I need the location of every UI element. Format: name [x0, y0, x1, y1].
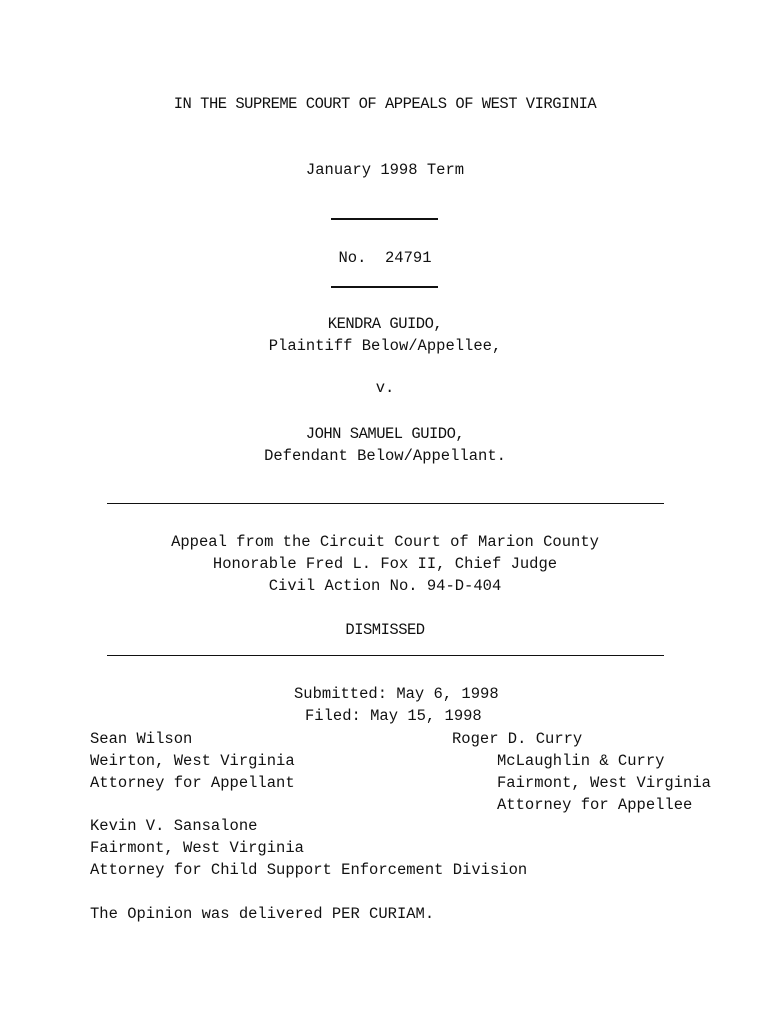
defendant-name: JOHN SAMUEL GUIDO, [305, 425, 465, 443]
submitted-date: Submitted: May 6, 1998 [294, 685, 499, 703]
appellee-counsel-name: Roger D. Curry [452, 730, 583, 748]
appellee-counsel-role: Attorney for Appellee [497, 796, 693, 814]
appellant-counsel-name: Sean Wilson [90, 730, 193, 748]
appeal-from: Appeal from the Circuit Court of Marion County [171, 533, 599, 551]
appellant-counsel-location: Weirton, West Virginia [90, 752, 295, 770]
docket-number: No. 24791 [338, 249, 432, 267]
appellant-counsel-role: Attorney for Appellant [90, 774, 295, 792]
plaintiff-role: Plaintiff Below/Appellee, [268, 337, 502, 355]
defendant-role: Defendant Below/Appellant. [264, 447, 506, 465]
versus: v. [375, 379, 395, 397]
divider-parties [107, 503, 664, 504]
disposition: DISMISSED [345, 621, 425, 639]
divider-docket [331, 286, 438, 288]
appellee-counsel-location: Fairmont, West Virginia [497, 774, 711, 792]
civil-action: Civil Action No. 94-D-404 [268, 577, 502, 595]
filed-date: Filed: May 15, 1998 [305, 707, 482, 725]
opinion-statement: The Opinion was delivered PER CURIAM. [90, 905, 435, 923]
csed-counsel-name: Kevin V. Sansalone [90, 817, 258, 835]
csed-counsel-location: Fairmont, West Virginia [90, 839, 304, 857]
term: January 1998 Term [305, 161, 465, 179]
appellee-counsel-firm: McLaughlin & Curry [497, 752, 665, 770]
court-title: IN THE SUPREME COURT OF APPEALS OF WEST VIRGINIA [173, 95, 597, 113]
plaintiff-name: KENDRA GUIDO, [327, 315, 443, 333]
appeal-judge: Honorable Fred L. Fox II, Chief Judge [212, 555, 558, 573]
divider-top [331, 218, 438, 220]
divider-disposition [107, 655, 664, 656]
csed-counsel-role: Attorney for Child Support Enforcement Division [90, 861, 528, 879]
